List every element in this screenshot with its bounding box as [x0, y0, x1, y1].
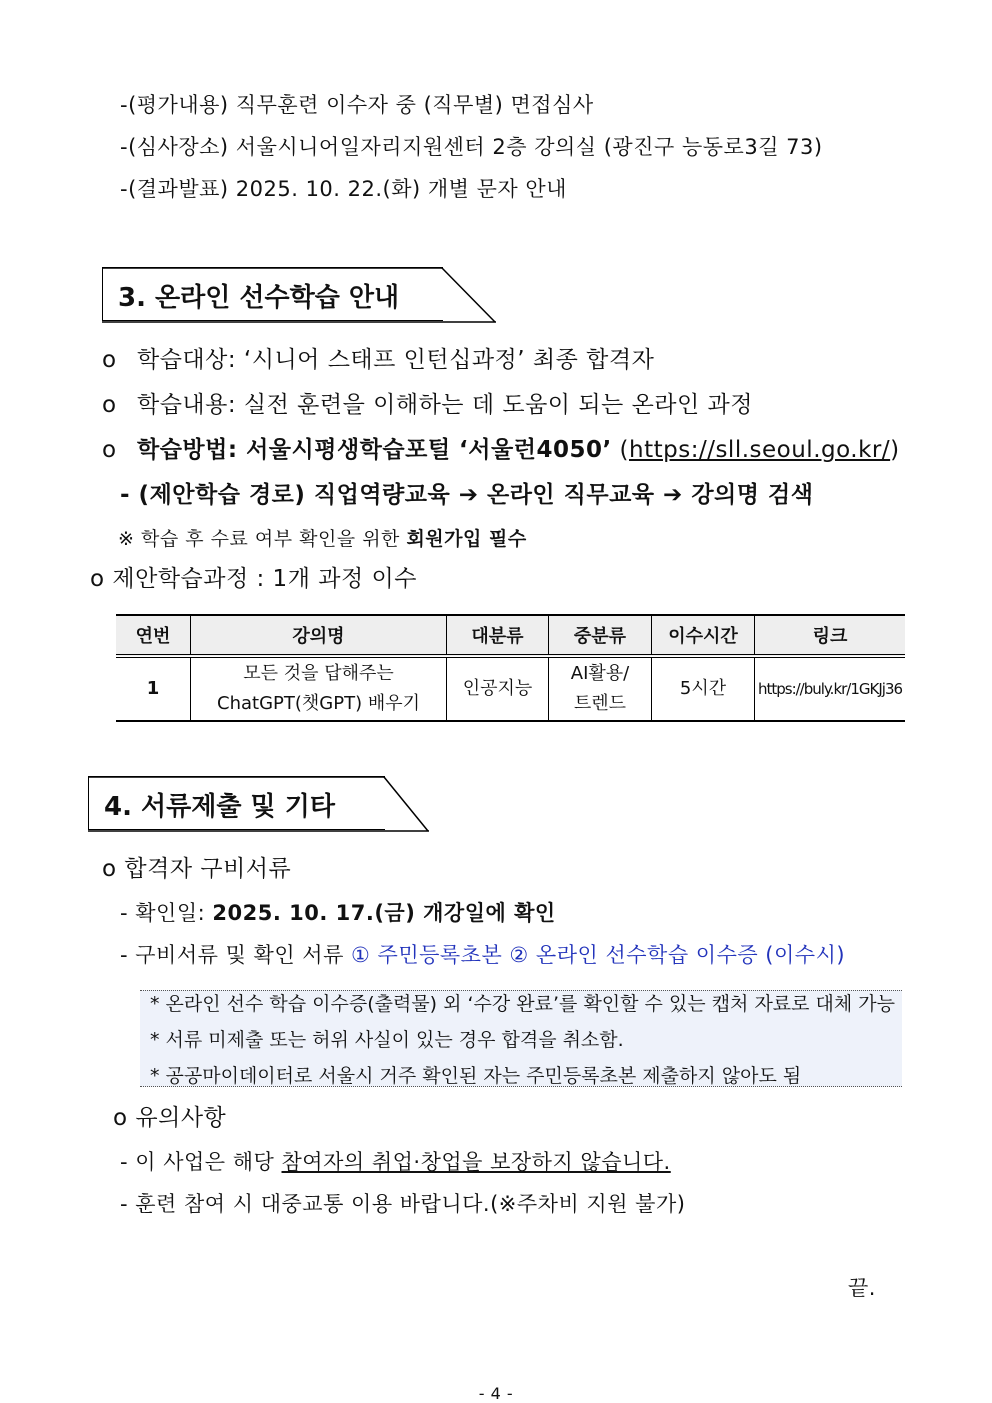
check-value: 2025. 10. 17.(금) 개강일에 확인 [212, 901, 556, 925]
col-header: 강의명 [191, 615, 447, 656]
docs-label: - 구비서류 및 확인 서류 [120, 943, 352, 967]
minor-line: 트렌드 [573, 693, 627, 714]
portal-link[interactable]: https://sll.seoul.go.kr/ [629, 437, 891, 463]
cell-hours: 5시간 [652, 656, 755, 721]
col-header: 이수시간 [652, 615, 755, 656]
cell-major: 인공지능 [447, 656, 549, 721]
section-title: 3. 온라인 선수학습 안내 [118, 283, 400, 313]
note-text: ※ 학습 후 수료 여부 확인을 위한 [118, 528, 407, 550]
note-bold: 회원가입 필수 [406, 528, 527, 550]
table-row [116, 656, 905, 721]
section-title: 4. 서류제출 및 기타 [104, 792, 335, 822]
bullet: o [102, 347, 117, 373]
col-header: 연번 [116, 615, 191, 656]
table-header-row [116, 615, 905, 656]
cell-link[interactable]: https://buly.kr/1GKJj36 [755, 656, 906, 721]
caution-line [120, 1148, 671, 1176]
intro-line: -(결과발표) 2025. 10. 22.(화) 개별 문자 안내 [120, 177, 567, 201]
cell-minor [549, 656, 652, 721]
note-item: * 온라인 선수 학습 이수증(출력물) 외 ‘수강 완료’를 확인할 수 있는 캡처 자료로 대체 가능 [150, 993, 895, 1015]
learning-path: - (제안학습 경로) 직업역량교육 ➔ 온라인 직무교육 ➔ 강의명 검색 [120, 482, 814, 508]
required-docs [120, 941, 845, 969]
note-item: * 서류 미제출 또는 허위 사실이 있는 경우 합격을 취소함. [150, 1029, 624, 1051]
cell-name [191, 656, 447, 721]
check-label: - 확인일: [120, 901, 213, 925]
study-content: 학습내용: 실전 훈련을 이해하는 데 도움이 되는 온라인 과정 [137, 392, 753, 418]
study-target: 학습대상: ‘시니어 스태프 인턴십과정’ 최종 합격자 [137, 347, 655, 373]
caution-text: - 이 사업은 해당 [120, 1150, 282, 1174]
bullet: o [102, 392, 117, 418]
intro-line: -(평가내용) 직무훈련 이수자 중 (직무별) 면접심사 [120, 93, 594, 117]
section-3-header [102, 267, 496, 321]
check-date [120, 899, 556, 927]
docs-list: ① 주민등록초본 ② 온라인 선수학습 이수증 (이수시) [351, 943, 846, 967]
bullet: o [102, 437, 117, 463]
course-table [116, 614, 905, 722]
study-method: 학습방법: 서울시평생학습포털 ‘서울런4050’ (https://sll.seoul.go.kr/) [137, 437, 900, 463]
caution-line: - 훈련 참여 시 대중교통 이용 바랍니다.(※주차비 지원 불가) [120, 1192, 686, 1216]
course-line: o 제안학습과정 : 1개 과정 이수 [90, 566, 417, 592]
docs-heading: o 합격자 구비서류 [102, 856, 292, 882]
signup-note [118, 525, 527, 553]
note-item: * 공공마이데이터로 서울시 거주 확인된 자는 주민등록초본 제출하지 않아도 됨 [150, 1065, 802, 1087]
col-header: 중분류 [549, 615, 652, 656]
section-4-header [88, 776, 429, 830]
minor-line: AI활용/ [570, 663, 630, 684]
cell-no: 1 [116, 656, 191, 721]
col-header: 대분류 [447, 615, 549, 656]
col-header: 링크 [755, 615, 906, 656]
page-number: - 4 - [478, 1384, 514, 1403]
study-method-label: 학습방법: 서울시평생학습포털 ‘서울런4050’ [137, 437, 612, 463]
name-line: ChatGPT(챗GPT) 배우기 [217, 693, 420, 714]
end-mark: 끝. [848, 1276, 876, 1300]
caution-heading: o 유의사항 [113, 1105, 227, 1131]
caution-underlined: 참여자의 취업·창업을 보장하지 않습니다. [281, 1150, 671, 1174]
intro-line: -(심사장소) 서울시니어일자리지원센터 2층 강의실 (광진구 능동로3길 73) [120, 135, 823, 159]
notes-box [140, 990, 902, 1087]
name-line: 모든 것을 답해주는 [243, 663, 394, 684]
